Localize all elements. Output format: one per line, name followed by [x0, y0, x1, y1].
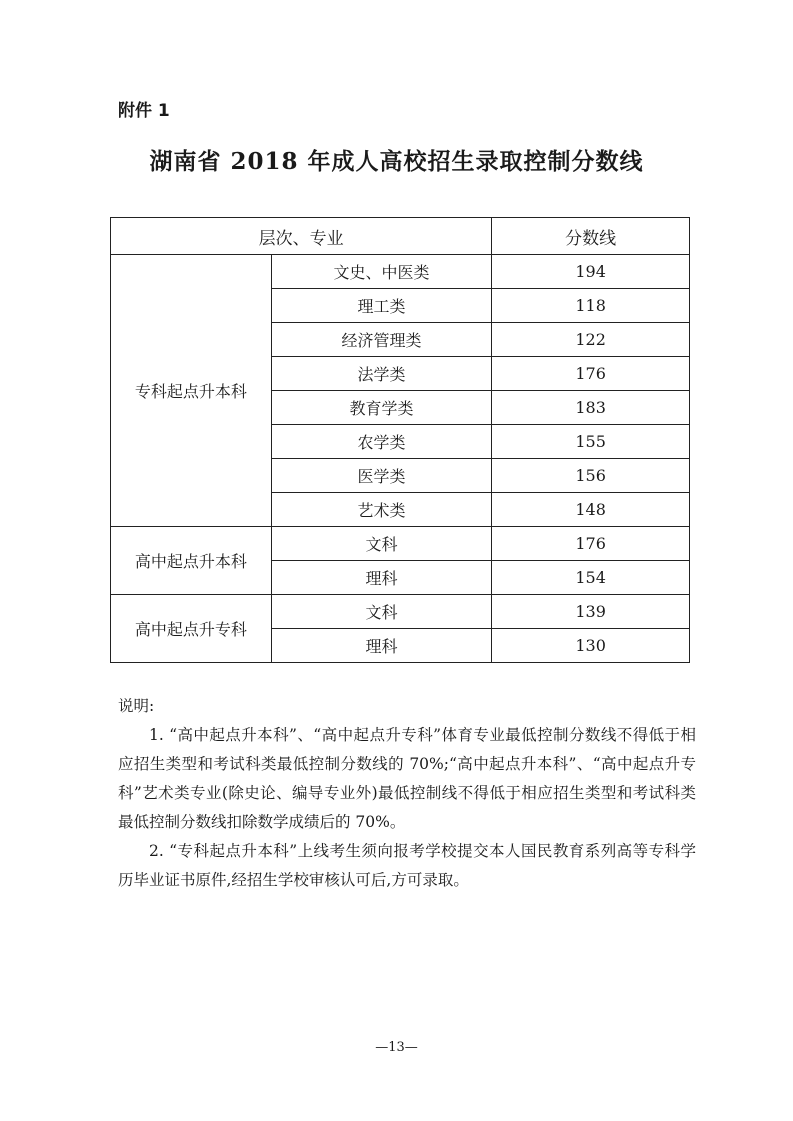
score-cell: 139	[492, 595, 690, 629]
major-cell: 农学类	[271, 425, 492, 459]
note-item-1: 1. “高中起点升本科”、“高中起点升专科”体育专业最低控制分数线不得低于相应招生类型和考试科类最低控制分数线的 70%;“高中起点升本科”、“高中起点升专科”艺术类专业(除史论、编导专业外)最低控制线不得低于相应招生类型和考试科类最低控制分数线扣除数学成绩后的 70%。	[118, 726, 696, 831]
score-cell: 118	[492, 289, 690, 323]
score-cell: 148	[492, 493, 690, 527]
score-cell: 176	[492, 527, 690, 561]
document-title: 湖南省 2018 年成人高校招生录取控制分数线	[149, 148, 644, 175]
table-row	[111, 595, 690, 629]
major-cell: 理科	[271, 561, 492, 595]
major-cell: 文科	[271, 527, 492, 561]
table-row	[111, 527, 690, 561]
note-item-2: 2. “专科起点升本科”上线考生须向报考学校提交本人国民教育系列高等专科学历毕业证书原件,经招生学校审核认可后,方可录取。	[118, 842, 696, 889]
score-cell: 154	[492, 561, 690, 595]
score-cell: 176	[492, 357, 690, 391]
score-cell: 156	[492, 459, 690, 493]
table-header-row	[111, 218, 690, 255]
page-number: —13—	[375, 1040, 418, 1055]
major-cell: 医学类	[271, 459, 492, 493]
major-cell: 法学类	[271, 357, 492, 391]
group-name-cell: 专科起点升本科	[111, 255, 272, 527]
major-cell: 理科	[271, 629, 492, 663]
score-cell: 122	[492, 323, 690, 357]
group-name-cell: 高中起点升专科	[111, 595, 272, 663]
major-cell: 艺术类	[271, 493, 492, 527]
major-cell: 经济管理类	[271, 323, 492, 357]
major-cell: 教育学类	[271, 391, 492, 425]
score-cell: 130	[492, 629, 690, 663]
major-cell: 理工类	[271, 289, 492, 323]
score-table	[110, 217, 690, 663]
group-name-cell: 高中起点升本科	[111, 527, 272, 595]
major-cell: 文科	[271, 595, 492, 629]
table-row	[111, 255, 690, 289]
score-cell: 194	[492, 255, 690, 289]
attachment-label: 附件 1	[118, 101, 170, 121]
header-score: 分数线	[492, 218, 690, 255]
table-body	[111, 255, 690, 663]
score-cell: 155	[492, 425, 690, 459]
notes-section	[118, 692, 696, 895]
header-category: 层次、专业	[111, 218, 492, 255]
notes-heading: 说明:	[118, 697, 155, 715]
score-cell: 183	[492, 391, 690, 425]
major-cell: 文史、中医类	[271, 255, 492, 289]
